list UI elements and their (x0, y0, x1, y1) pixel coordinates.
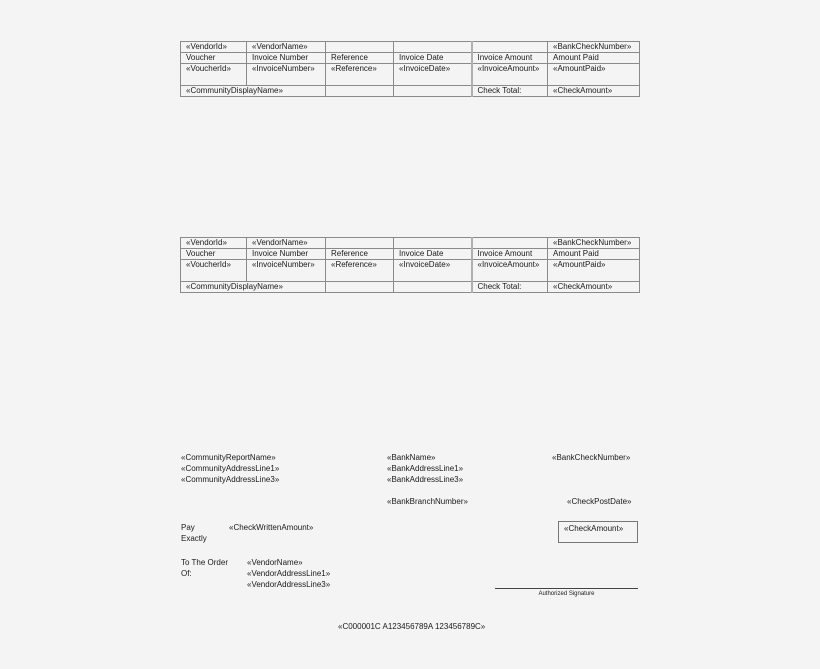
bank-name: «BankName» (387, 453, 436, 462)
column-header-amount-paid: Amount Paid (548, 249, 640, 260)
check-amount-field: «CheckAmount» (548, 86, 640, 97)
stub-footer-row (181, 282, 640, 293)
empty-cell (394, 238, 472, 249)
community-display-name-field: «CommunityDisplayName» (181, 282, 326, 293)
community-address-line-1: «CommunityAddressLine1» (181, 464, 280, 473)
invoice-number-field: «InvoiceNumber» (247, 260, 326, 282)
vendor-address-line-3: «VendorAddressLine3» (247, 580, 331, 589)
column-header-voucher: Voucher (181, 53, 247, 64)
column-header-reference: Reference (326, 53, 394, 64)
vendor-name-field: «VendorName» (247, 42, 326, 53)
column-header-invoice-amount: Invoice Amount (472, 249, 548, 260)
column-header-invoice-date: Invoice Date (394, 249, 472, 260)
column-header-row (181, 249, 640, 260)
column-header-voucher: Voucher (181, 249, 247, 260)
table-row (181, 260, 640, 282)
column-header-row (181, 53, 640, 64)
exactly-label: Exactly (181, 534, 207, 543)
empty-cell (472, 238, 548, 249)
order-label: To The Order (181, 558, 228, 567)
authorized-signature-label: Authorized Signature (538, 591, 595, 597)
vendor-name: «VendorName» (247, 558, 303, 567)
invoice-date-field: «InvoiceDate» (394, 260, 472, 282)
check-amount-box (558, 521, 638, 543)
empty-cell (326, 238, 394, 249)
stub-header-row (181, 238, 640, 249)
empty-cell (326, 42, 394, 53)
column-header-invoice-amount: Invoice Amount (472, 53, 548, 64)
check-stub-table-1 (180, 41, 640, 97)
amount-paid-field: «AmountPaid» (548, 64, 640, 86)
column-header-invoice-number: Invoice Number (247, 53, 326, 64)
empty-cell (326, 282, 394, 293)
check-total-label: Check Total: (472, 86, 548, 97)
order-of-label: Of: (181, 569, 192, 578)
column-header-invoice-number: Invoice Number (247, 249, 326, 260)
check-total-label: Check Total: (472, 282, 548, 293)
pay-label: Pay (181, 523, 195, 532)
micr-line: «C000001C A123456789A 123456789C» (338, 622, 486, 631)
invoice-number-field: «InvoiceNumber» (247, 64, 326, 86)
reference-field: «Reference» (326, 64, 394, 86)
vendor-id-field: «VendorId» (181, 42, 247, 53)
check-amount-field: «CheckAmount» (548, 282, 640, 293)
vendor-name-field: «VendorName» (247, 238, 326, 249)
column-header-reference: Reference (326, 249, 394, 260)
bank-branch-number: «BankBranchNumber» (387, 497, 468, 506)
empty-cell (394, 42, 472, 53)
stub-header-row (181, 42, 640, 53)
community-report-name: «CommunityReportName» (181, 453, 276, 462)
empty-cell (394, 282, 472, 293)
bank-address-line-3: «BankAddressLine3» (387, 475, 464, 484)
voucher-id-field: «VoucherId» (181, 64, 247, 86)
bank-check-number-field: «BankCheckNumber» (548, 238, 640, 249)
check-stub-table-2 (180, 237, 640, 293)
amount-paid-field: «AmountPaid» (548, 260, 640, 282)
voucher-id-field: «VoucherId» (181, 260, 247, 282)
empty-cell (326, 86, 394, 97)
bank-address-line-1: «BankAddressLine1» (387, 464, 464, 473)
community-address-line-3: «CommunityAddressLine3» (181, 475, 280, 484)
vendor-address-line-1: «VendorAddressLine1» (247, 569, 331, 578)
invoice-amount-field: «InvoiceAmount» (472, 260, 548, 282)
signature-line (495, 588, 638, 589)
check-amount: «CheckAmount» (564, 524, 624, 533)
bank-check-number-field: «BankCheckNumber» (548, 42, 640, 53)
invoice-amount-field: «InvoiceAmount» (472, 64, 548, 86)
column-header-amount-paid: Amount Paid (548, 53, 640, 64)
community-display-name-field: «CommunityDisplayName» (181, 86, 326, 97)
table-row (181, 64, 640, 86)
bank-check-number: «BankCheckNumber» (552, 453, 631, 462)
column-header-invoice-date: Invoice Date (394, 53, 472, 64)
empty-cell (394, 86, 472, 97)
invoice-date-field: «InvoiceDate» (394, 64, 472, 86)
reference-field: «Reference» (326, 260, 394, 282)
empty-cell (472, 42, 548, 53)
check-post-date: «CheckPostDate» (567, 497, 632, 506)
vendor-id-field: «VendorId» (181, 238, 247, 249)
stub-footer-row (181, 86, 640, 97)
check-written-amount: «CheckWrittenAmount» (229, 523, 314, 532)
